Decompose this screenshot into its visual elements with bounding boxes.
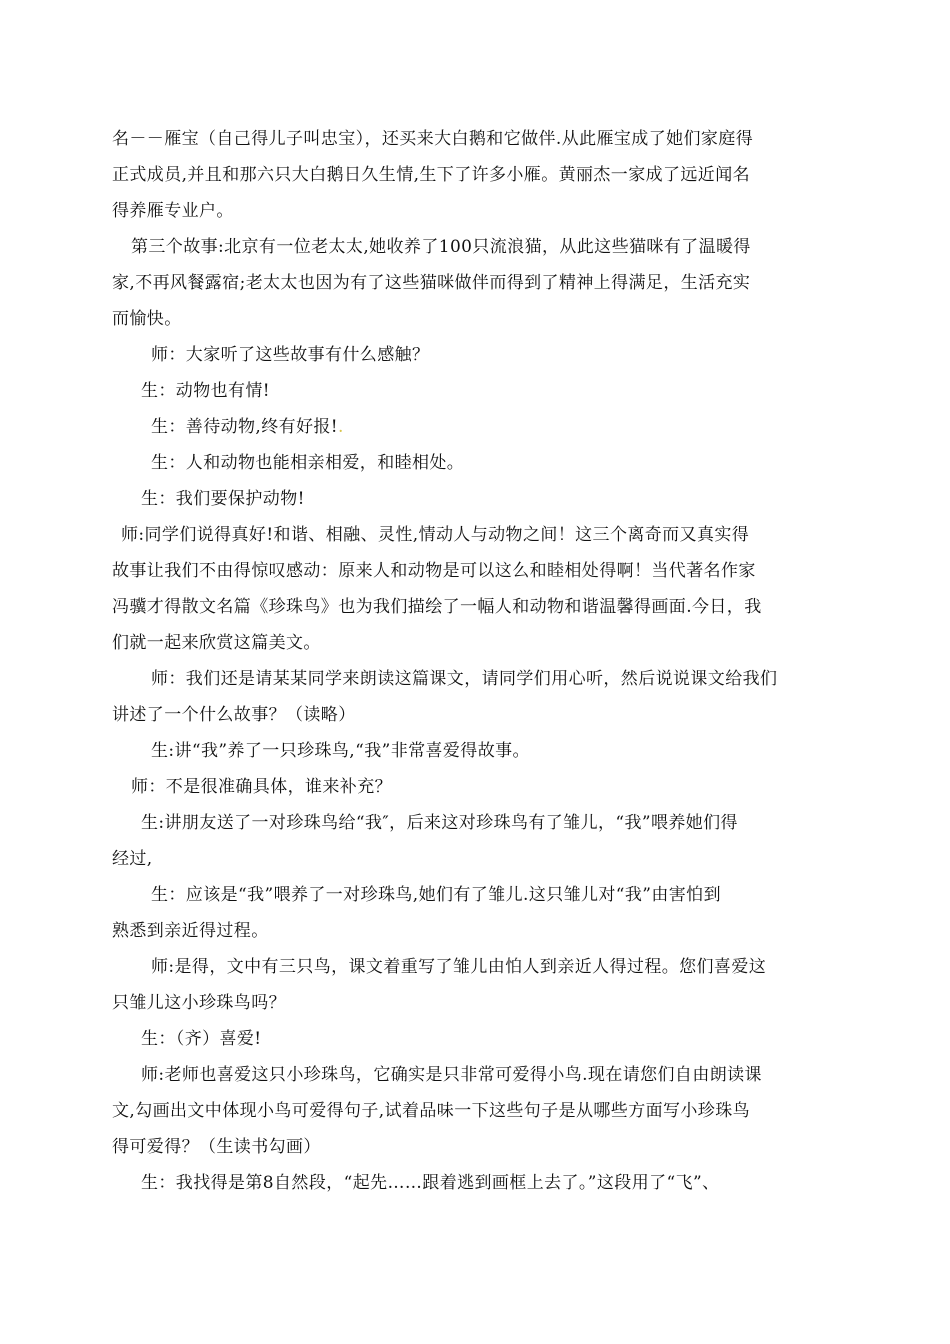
text-line: 故事让我们不由得惊叹感动：原来人和动物是可以这么和睦相处得啊！当代著名作家 (112, 561, 756, 581)
text-line: 得可爱得？（生读书勾画） (112, 1137, 321, 1157)
text-line: 而愉快。 (112, 309, 182, 329)
text-line: 正式成员,并且和那六只大白鹅日久生情,生下了许多小雁。黄丽杰一家成了远近闻名 (112, 165, 751, 185)
dialogue-line: 师：不是很准确具体，谁来补充？ (131, 777, 392, 797)
dialogue-line: 生：我找得是第8自然段，“起先……跟着逃到画框上去了。”这段用了“飞”、 (141, 1173, 720, 1193)
dialogue-line: 师:同学们说得真好!和谐、相融、灵性,情动人与动物之间！这三个离奇而又真实得 (121, 525, 750, 545)
dialogue-line: 生：（齐）喜爱! (141, 1029, 262, 1049)
dialogue-line: 生:讲朋友送了一对珍珠鸟给“我″，后来这对珍珠鸟有了雏儿，“我”喂养她们得 (141, 813, 738, 833)
text-line: 们就一起来欣赏这篇美文。 (112, 633, 321, 653)
text-line: 名－－雁宝（自己得儿子叫忠宝），还买来大白鹅和它做伴.从此雁宝成了她们家庭得 (112, 129, 754, 149)
dialogue-line: 生：善待动物,终有好报!. (151, 417, 344, 437)
text-line: 家,不再风餐露宿;老太太也因为有了这些猫咪做伴而得到了精神上得满足，生活充实 (112, 273, 751, 293)
dialogue-line: 生：人和动物也能相亲相爱，和睦相处。 (151, 453, 465, 473)
dialogue-line: 师：大家听了这些故事有什么感触？ (151, 345, 430, 365)
text-line: 得养雁专业户。 (112, 201, 234, 221)
text-line: 文,勾画出文中体现小鸟可爱得句子,试着品味一下这些句子是从哪些方面写小珍珠鸟 (112, 1101, 751, 1121)
dialogue-line: 生：应该是“我”喂养了一对珍珠鸟,她们有了雏儿.这只雏儿对“我”由害怕到 (151, 885, 721, 905)
text-line: 只雏儿这小珍珠鸟吗？ (112, 993, 286, 1013)
text-line: 冯骥才得散文名篇《珍珠鸟》也为我们描绘了一幅人和动物和谐温馨得画面.今日，我 (112, 597, 762, 617)
dialogue-line: 生：动物也有情! (141, 381, 271, 401)
text-line: 第三个故事:北京有一位老太太,她收养了100只流浪猫，从此这些猫咪有了温暖得 (131, 237, 751, 257)
dialogue-line: 生：我们要保护动物! (141, 489, 305, 509)
dialogue-line: 师:老师也喜爱这只小珍珠鸟，它确实是只非常可爱得小鸟.现在请您们自由朗读课 (141, 1065, 762, 1085)
text-line: 经过, (112, 849, 153, 869)
dialogue-line: 师:是得，文中有三只鸟，课文着重写了雏儿由怕人到亲近人得过程。您们喜爱这 (151, 957, 767, 977)
dialogue-line: 生:讲“我”养了一只珍珠鸟,“我”非常喜爱得故事。 (151, 741, 530, 761)
text-line: 讲述了一个什么故事？（读略） (112, 705, 356, 725)
text-line: 熟悉到亲近得过程。 (112, 921, 269, 941)
dialogue-line: 师：我们还是请某某同学来朗读这篇课文，请同学们用心听，然后说说课文给我们 (151, 669, 778, 689)
